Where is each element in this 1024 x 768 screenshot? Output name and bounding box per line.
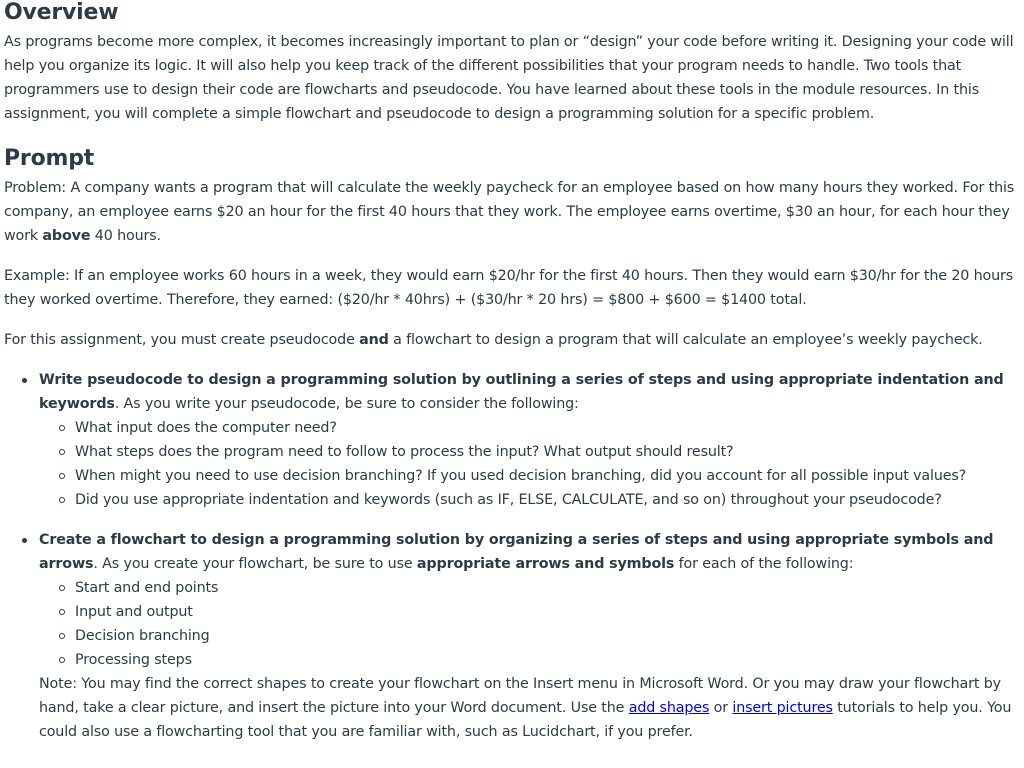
flowchart-requirement-text-end: for each of the following:	[674, 556, 854, 572]
note-text: Note: You may find the correct shapes to create your flowchart on the Insert menu in Microsoft Word. Or you may draw your flowchart by hand, take a clear picture, and insert the picture into your Word document. Use the	[39, 676, 1001, 716]
note-text-middle: or	[709, 700, 733, 716]
flowchart-elements	[39, 576, 1018, 672]
list-item: When might you need to use decision branching? If you used decision branching, did you account for all possible input values?	[39, 464, 1018, 488]
assignment-content	[4, 0, 1018, 744]
example-paragraph: Example: If an employee works 60 hours in a week, they would earn $20/hr for the first 40 hours. Then they would earn $30/hr for the 20 hours they worked overtime. Therefore, they earned: ($20/hr * 40hrs) + ($30/hr * 20 hrs) = $800 + $600 = $1400 total.	[4, 268, 1014, 308]
overview-paragraph: As programs become more complex, it becomes increasingly important to plan or “design” your code before writing it. Designing your code will help you organize its logic. It will also help you keep track of the different possibilities that your program needs to handle. Two tools that programmers use to design their code are flowcharts and pseudocode. You have learned about these tools in the module resources. In this assignment, you will complete a simple flowchart and pseudocode to design a programming solution for a specific problem.	[4, 34, 1014, 122]
list-item: Did you use appropriate indentation and keywords (such as IF, ELSE, CALCULATE, and so on) throughout your pseudocode?	[39, 488, 1018, 512]
list-item: What input does the computer need?	[39, 416, 1018, 440]
problem-text: Problem: A company wants a program that will calculate the weekly paycheck for an employee based on how many hours they worked. For this company, an employee earns $20 an hour for the first 40 hours that they work. The employee earns overtime, $30 an hour, for each hour they work	[4, 180, 1015, 244]
flowchart-requirement-text: . As you create your flowchart, be sure to use	[93, 556, 417, 572]
list-item: What steps does the program need to follow to process the input? What output should result?	[39, 440, 1018, 464]
assignment-text: For this assignment, you must create pseudocode	[4, 332, 360, 348]
overview-heading: Overview	[4, 0, 119, 25]
add-shapes-link[interactable]: add shapes	[628, 700, 710, 716]
pseudocode-requirement-text: . As you write your pseudocode, be sure to consider the following:	[114, 396, 579, 412]
problem-text-end: 40 hours.	[90, 228, 161, 244]
assignment-emphasis: and	[359, 332, 389, 348]
insert-pictures-link[interactable]: insert pictures	[732, 700, 833, 716]
note-text-end: tutorials to help you. You could also use a flowcharting tool that you are familiar with, such as Lucidchart, if you prefer.	[39, 700, 1012, 740]
assignment-text-end: a flowchart to design a program that will calculate an employee’s weekly paycheck.	[388, 332, 983, 348]
list-item: Start and end points	[39, 576, 1018, 600]
pseudocode-requirement	[4, 368, 1018, 512]
problem-paragraph	[4, 176, 1018, 248]
assignment-paragraph	[4, 328, 1018, 352]
list-item: Input and output	[39, 600, 1018, 624]
flowchart-note	[39, 672, 1018, 744]
list-item: Processing steps	[39, 648, 1018, 672]
pseudocode-considerations	[39, 416, 1018, 512]
flowchart-requirement-emphasis: appropriate arrows and symbols	[416, 556, 675, 572]
flowchart-requirement-title: Create a flowchart to design a programming solution by organizing a series of steps and using appropriate symbols and arrows	[39, 532, 994, 572]
requirements-list	[4, 368, 1018, 744]
problem-emphasis: above	[42, 228, 91, 244]
pseudocode-requirement-title: Write pseudocode to design a programming solution by outlining a series of steps and using appropriate indentation and keywords	[39, 372, 1004, 412]
list-item: Decision branching	[39, 624, 1018, 648]
prompt-heading: Prompt	[4, 146, 95, 171]
flowchart-requirement	[4, 528, 1018, 744]
